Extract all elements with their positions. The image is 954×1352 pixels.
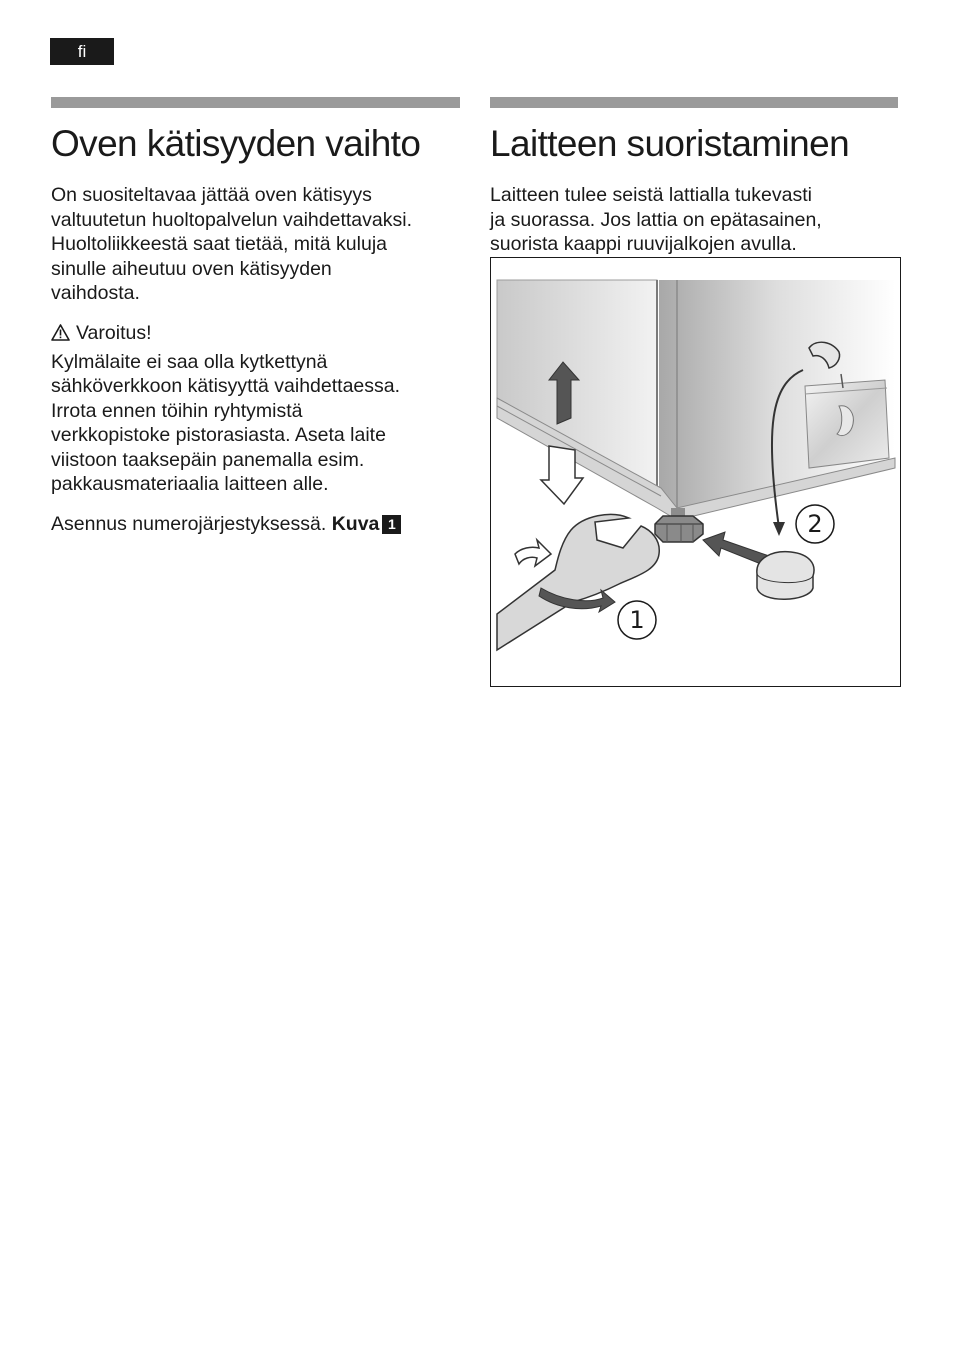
section-rule (51, 97, 460, 108)
text-line: On suositeltavaa jättää oven kätisyys (51, 184, 372, 206)
section-title: Laitteen suoristaminen (490, 123, 850, 164)
foot-cap-icon (757, 552, 814, 600)
levelling-section (490, 97, 898, 257)
text-line: Huoltoliikkeestä saat tietää, mitä kuluja (51, 233, 388, 255)
text-line: verkkopistoke pistorasiasta. Aseta laite (51, 424, 386, 446)
warning-heading (51, 321, 460, 345)
callout-1-number: 1 (629, 606, 645, 634)
text-line: pakkausmateriaalia laitteen alle. (51, 473, 329, 495)
door-hinge-section (51, 97, 460, 536)
intro-paragraph (51, 183, 460, 306)
callout-2-number: 2 (807, 510, 823, 538)
language-tab: fi (50, 38, 114, 65)
parts-bag-icon (805, 374, 889, 468)
install-order-note (51, 512, 460, 536)
text-line: viistoon taaksepäin panemalla esim. (51, 448, 365, 471)
text-line: sinulle aiheutuu oven kätisyyden (51, 257, 332, 280)
text-line: Laitteen tulee seistä lattialla tukevasti (490, 184, 812, 206)
section-rule (490, 97, 898, 108)
warning-paragraph (51, 350, 460, 497)
intro-paragraph (490, 183, 898, 257)
text-line: suorista kaappi ruuvijalkojen avulla. (490, 233, 797, 255)
warning-triangle-icon (51, 324, 70, 341)
text-line: sähköverkkoon kätisyyttä vaihdettaessa. (51, 375, 401, 397)
install-text: Asennus numerojärjestyksessä. (51, 512, 327, 535)
levelling-drawing (491, 258, 900, 686)
text-line: ja suorassa. Jos lattia on epätasainen, (490, 208, 822, 231)
text-line: Kylmälaite ei saa olla kytkettynä (51, 350, 328, 373)
text-line: vaihdosta. (51, 282, 140, 304)
rotate-arrow-outline-icon (515, 540, 551, 566)
warning-title: Varoitus! (76, 321, 152, 344)
text-line: Irrota ennen töihin ryhtymistä (51, 399, 303, 422)
section-title: Oven kätisyyden vaihto (51, 123, 421, 164)
figure-reference-number: 1 (382, 515, 401, 534)
text-line: valtuutetun huoltopalvelun vaihdettavaksi. (51, 208, 412, 231)
levelling-illustration (490, 257, 901, 687)
figure-reference-label: Kuva (331, 512, 380, 535)
